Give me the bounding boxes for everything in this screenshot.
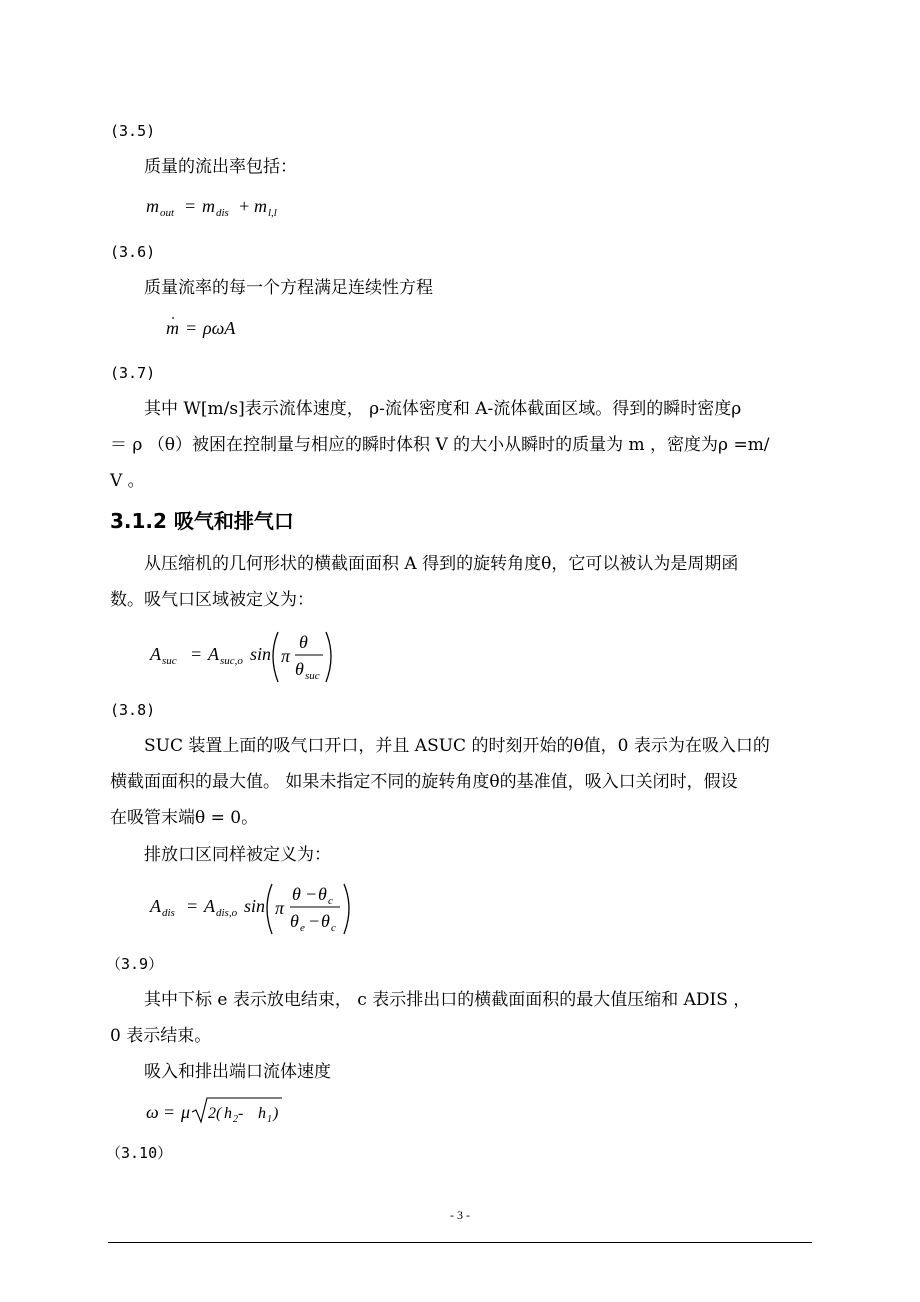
equation-port-velocity [146,1094,296,1133]
symbol-theta: θ [290,911,299,931]
symbol-m-dot: m [166,318,179,338]
svg-text:=: = [190,644,203,664]
equation-mass-outflow [146,192,306,227]
svg-text:=: = [163,1102,176,1122]
equation-number: (3.6) [110,243,156,261]
symbol-A: A [208,644,219,664]
section-heading: 3.1.2 吸气和排气口 [110,509,294,533]
subscript: suc [305,670,320,682]
symbol-m: m [146,196,159,216]
footer-rule [108,1242,812,1243]
symbol-theta: θ [299,632,308,652]
symbol-h: h [224,1105,232,1122]
svg-text:=: = [185,318,198,338]
symbol-m: m [254,196,267,216]
symbol-h: h [258,1105,266,1122]
symbol-mu: μ [181,1102,191,1122]
subscript: suc,o [220,655,243,667]
paragraph: V 。 [110,471,145,491]
subscript: dis [216,207,229,219]
function-sin: sin [250,644,272,664]
page-number: - 3 - [450,1208,470,1222]
paragraph: 0 表示结束。 [110,1026,212,1046]
svg-text:−: − [305,884,318,904]
paragraph: 质量的流出率包括： [144,157,297,177]
svg-text:+: + [238,196,251,216]
rhs: ρωA [203,318,236,338]
symbol-A: A [150,644,161,664]
equation-continuity [166,314,256,349]
symbol-pi: π [281,646,291,666]
paragraph: 其中下标 e 表示放电结束， c 表示排出口的横截面面积的最大值压缩和 ADIS ， [144,990,751,1010]
symbol-omega: ω [146,1102,159,1122]
paragraph: 横截面面积的最大值。 如果未指定不同的旋转角度θ的基准值，吸入口关闭时，假设 [110,772,738,792]
paragraph: 在吸管末端θ = 0。 [110,808,259,828]
equation-number: （3.10） [106,1144,173,1162]
symbol-theta: θ [295,659,304,679]
right-paren [326,632,331,682]
symbol-A: A [150,896,161,916]
left-paren [273,632,278,682]
paragraph: SUC 装置上面的吸气口开口，并且 ASUC 的时刻开始的θ值，0 表示为在吸入口的 [144,736,770,756]
subscript: out [160,207,175,219]
symbol-A: A [204,896,215,916]
subscript: 2 [233,1114,238,1125]
subscript: c [328,895,333,907]
subscript: dis [162,907,175,919]
svg-text:=: = [186,896,199,916]
equation-number: （3.9） [106,955,164,973]
paragraph: 排放口区同样被定义为： [144,845,331,865]
paragraph: ＝ ρ （θ）被困在控制量与相应的瞬时体积 V 的大小从瞬时的质量为 m ，密度为ρ =m/ [110,435,770,455]
symbol-theta: θ [318,884,327,904]
operator-minus: - [238,1105,244,1122]
right-paren [344,884,349,934]
symbol-theta: θ [321,911,330,931]
left-paren [267,884,272,934]
symbol-m: m [202,196,215,216]
subscript: 1 [267,1114,272,1125]
equation-discharge-area [150,878,370,945]
paragraph: 数。吸气口区域被定义为： [110,590,314,610]
svg-text:=: = [184,196,197,216]
function-sin: sin [244,896,266,916]
close-paren: ) [273,1105,279,1122]
symbol-pi: π [275,898,285,918]
subscript: suc [162,655,177,667]
paragraph: 从压缩机的几何形状的横截面面积 A 得到的旋转角度θ，它可以被认为是周期函 [144,554,739,574]
paragraph: 质量流率的每一个方程满足连续性方程 [144,278,433,298]
subscript: dis,o [216,907,238,919]
paragraph: 吸入和排出端口流体速度 [144,1062,331,1082]
subscript: c [331,922,336,934]
subscript: e [300,922,305,934]
subscript: l,l [268,207,277,219]
equation-number: (3.8) [110,701,156,719]
equation-number: (3.5) [110,122,156,140]
equation-number: (3.7) [110,364,156,382]
equation-suction-area [150,626,340,693]
svg-text:−: − [308,911,321,931]
paragraph: 其中 W[m/s]表示流体速度， ρ-流体密度和 A-流体截面区域。得到的瞬时密度ρ [144,399,742,419]
symbol-theta: θ [292,884,301,904]
coefficient: 2( [208,1105,222,1122]
